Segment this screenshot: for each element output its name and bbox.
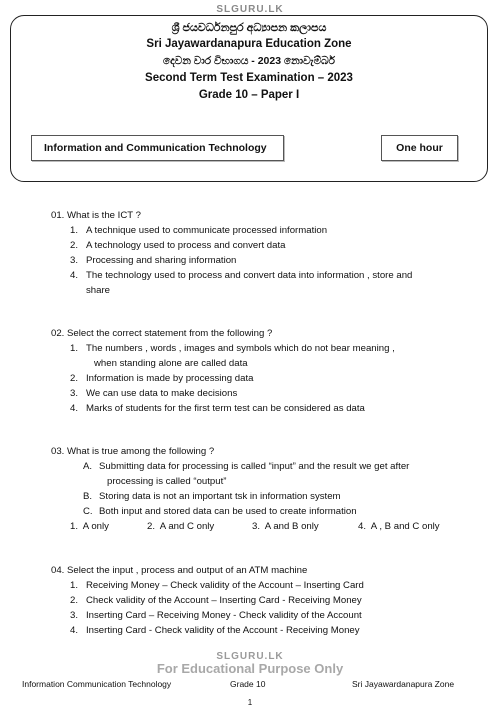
header-zone: Sri Jayawardanapura Education Zone [146,38,352,50]
choice: 4. A , B and C only [358,521,440,532]
choice: 3. A and B only [252,521,319,532]
header-sinhala-zone: ශ්‍රී ජයවර්ධනපුර අධ්‍යාපන කලාපය [171,22,327,34]
footer-subject: Information Communication Technology [22,679,172,689]
footer-zone: Sri Jayawardanapura Zone [352,679,455,689]
footer-grade: Grade 10 [230,679,266,689]
header-grade: Grade 10 – Paper I [198,89,300,101]
header-exam: Second Term Test Examination – 2023 [145,72,353,84]
choice: 1. A only [70,521,109,532]
duration-box: One hour [381,135,458,161]
question-stem: 03. What is true among the following ? [51,446,215,457]
choice: 2. A and C only [147,521,215,532]
watermark-purpose: For Educational Purpose Only [156,661,344,676]
subject-box: Information and Communication Technology [31,135,284,161]
question-stem: 02. Select the correct statement from the following ? [51,328,273,339]
header-sinhala-exam: දෙවන වාර විභාගය - 2023 නොවැම්බර් [162,55,335,67]
watermark-top: SLGURU.LK [216,4,284,15]
question-stem: 04. Select the input , process and output of an ATM machine [51,565,308,576]
watermark-bottom: SLGURU.LK [216,651,284,662]
question-stem: 01. What is the ICT ? [51,210,141,221]
page-number: 1 [247,698,253,707]
